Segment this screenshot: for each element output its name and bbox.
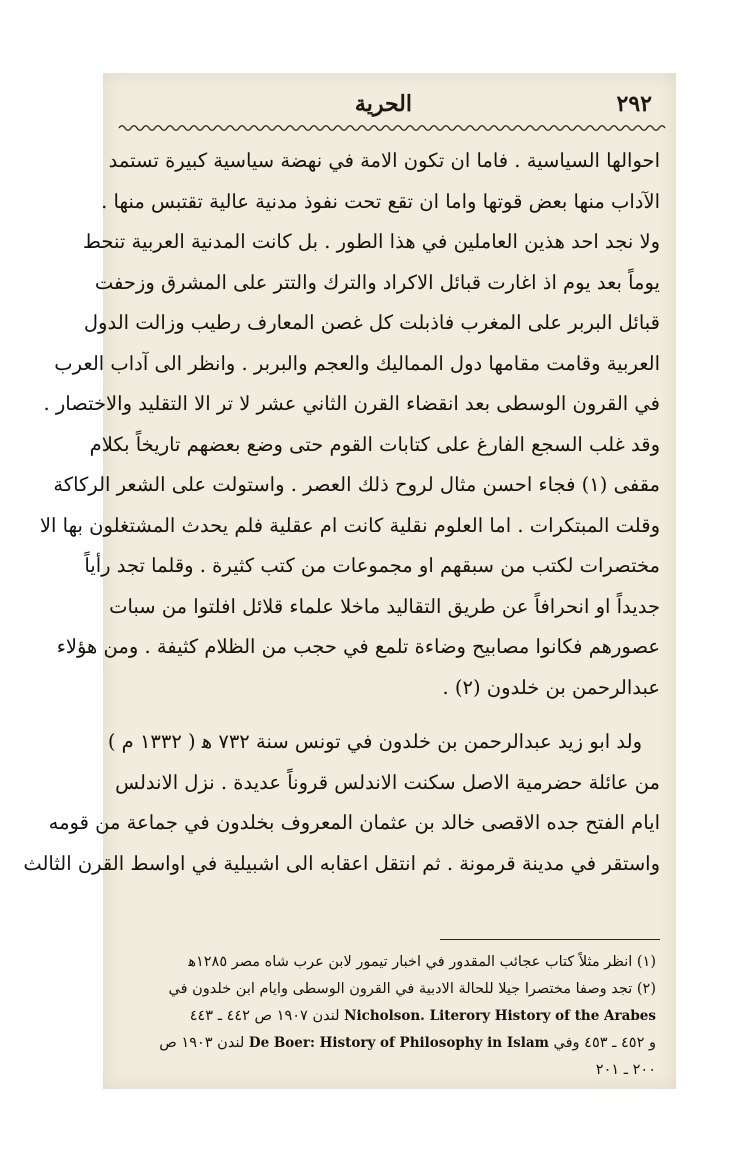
footnote-2-line: [119, 1030, 656, 1057]
body-text: [23, 141, 660, 884]
footnote-2-line: (٢) تجد وصفا مختصرا جيلا للحالة الادبية في القرون الوسطى وايام ابن خلدون في: [168, 981, 656, 997]
citation-arabic: لندن ١٩٠٣ ص: [159, 1035, 245, 1051]
text-line: ولد ابو زيد عبدالرحمن بن خلدون في تونس سنة ٧٣٢ ﻫ ( ١٣٣٢ م ): [107, 730, 642, 753]
running-title: الحرية: [354, 91, 412, 117]
text-line: واستقر في مدينة قرمونة . ثم انتقل اعقابه الى اشبيلية في اواسط القرن الثالث: [23, 851, 660, 875]
text-line: في القرون الوسطى بعد انقضاء القرن الثاني عشر لا تر الا التقليد والاختصار .: [43, 392, 660, 415]
book-page: [23, 73, 676, 1089]
text-line: قبائل البربر على المغرب فاذبلت كل غصن المعارف رطيب وزالت الدول: [83, 311, 660, 334]
text-line: من عائلة حضرمية الاصل سكنت الاندلس قروناً عديدة . نزل الاندلس: [115, 770, 660, 794]
text-line: يوماً بعد يوم اذ اغارت قبائل الاكراد والترك والتتر على المشرق وزحفت: [94, 270, 660, 294]
text-line: عبدالرحمن بن خلدون (٢) .: [442, 675, 660, 699]
text-line: العربية وقامت مقامها دول المماليك والعجم والبربر . وانظر الى آداب العرب: [54, 351, 660, 375]
text-line: وقلت المبتكرات . اما العلوم نقلية كانت ام عقلية فلم يحدث المشتغلون بها الا: [39, 513, 660, 537]
citation-latin: Nicholson. Literory History of the Arabes: [344, 1008, 656, 1024]
footnote-1: (١) انظر مثلاً كتاب عجائب المقدور في اخبار تيمور لابن عرب شاه مصر ١٢٨٥ﻫ: [188, 954, 656, 970]
page-number: ٢٩٢: [616, 91, 652, 117]
footnote-divider: [440, 939, 660, 940]
citation-latin: De Boer: History of Philosophy in Islam: [248, 1035, 549, 1051]
wavy-rule-divider: [119, 123, 660, 133]
text-line: ولا نجد احد هذين العاملين في هذا الطور . بل كانت المدنية العربية تنحط: [82, 230, 660, 253]
footnote-2-line: ٢٠٠ ـ ٢٠١: [595, 1062, 656, 1078]
text-line: مقفى (١) فجاء احسن مثال لروح ذلك العصر . واستولت على الشعر الركاكة: [53, 473, 660, 496]
text-line: عصورهم فكانوا مصابيح وضاءة تلمع في حجب من الظلام كثيفة . ومن هؤلاء: [56, 635, 660, 658]
paragraph-gap: [119, 708, 660, 722]
text-line: احوالها السياسية . فاما ان تكون الامة في نهضة سياسية كبيرة تستمد: [108, 149, 660, 172]
text-line: مختصرات لكتب من سبقهم او مجموعات من كتب كثيرة . وقلما تجد رأياً: [84, 554, 660, 577]
footnotes: [119, 949, 656, 1084]
text-line: ايام الفتح جده الاقصى خالد بن عثمان المعروف بخلدون في جماعة من قومه: [48, 811, 660, 834]
text-line: الآداب منها بعض قوتها واما ان تقع تحت نفوذ مدنية عالية تقتبس منها .: [101, 189, 660, 213]
citation-arabic: و ٤٥٢ ـ ٤٥٣ وفي: [553, 1035, 656, 1051]
text-line: جديداً او انحرافاً عن طريق التقاليد ماخلا علماء قلائل افلتوا من سبات: [109, 594, 660, 618]
citation-arabic: لندن ١٩٠٧ ص ٤٤٢ ـ ٤٤٣: [189, 1008, 340, 1024]
footnote-2-line: [119, 1003, 656, 1030]
page-header: [127, 87, 652, 121]
text-line: وقد غلب السجع الفارغ على كتابات القوم حتى وضع بعضهم تاريخاً بكلام: [89, 432, 660, 456]
